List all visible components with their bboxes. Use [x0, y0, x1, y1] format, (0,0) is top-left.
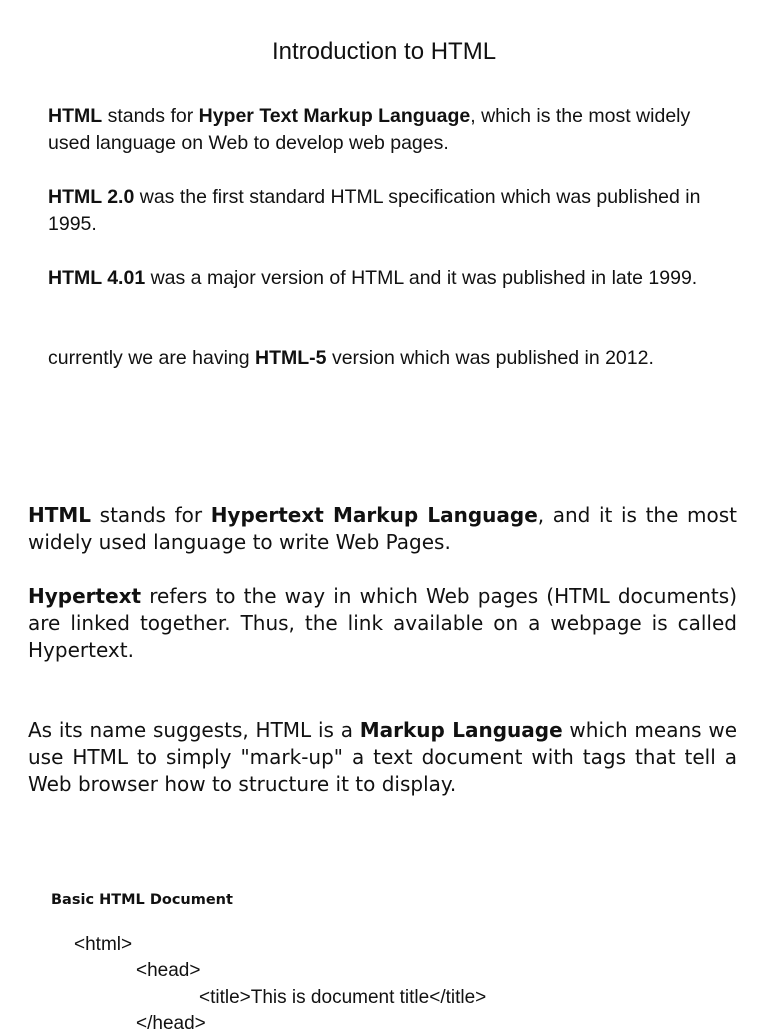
- paragraph-text: , which is the most widely used language on Web to develop web pages.: [48, 105, 691, 154]
- intro-paragraph-html5: [48, 345, 723, 372]
- code-line: </head>: [136, 1013, 206, 1034]
- bold-term: HTML: [28, 503, 92, 527]
- paragraph-text: was the first standard HTML specification which was published in 1995.: [48, 186, 701, 235]
- bold-term: Hypertext Markup Language: [210, 503, 538, 527]
- paragraph-text: stands for: [102, 105, 199, 127]
- intro-paragraph-html401: [48, 265, 723, 292]
- section-paragraph-html-definition: [28, 502, 737, 556]
- code-line: <title>This is document title</title>: [199, 987, 487, 1008]
- bold-term: HTML: [48, 105, 103, 127]
- section-paragraph-markup: [28, 717, 737, 798]
- paragraph-text: version which was published in 2012.: [326, 347, 654, 369]
- paragraph-text: was a major version of HTML and it was published in late 1999.: [145, 267, 698, 289]
- code-line: <head>: [136, 960, 201, 981]
- code-section-title: Basic HTML Document: [51, 892, 233, 908]
- paragraph-text: refers to the way in which Web pages (HTML documents) are linked together. Thus, the link available on a webpage is called Hypertext.: [28, 584, 737, 662]
- bold-term: Markup Language: [359, 718, 563, 742]
- section-paragraph-hypertext: [28, 583, 737, 664]
- paragraph-text: currently we are having: [48, 347, 256, 369]
- bold-term: Hyper Text Markup Language: [198, 105, 471, 127]
- bold-term: Hypertext: [28, 584, 142, 608]
- bold-term: HTML 2.0: [48, 186, 135, 208]
- intro-paragraph-html-definition: [48, 103, 723, 157]
- intro-paragraph-html2: [48, 184, 723, 238]
- paragraph-text: As its name suggests, HTML is a: [28, 718, 360, 742]
- paragraph-text: which means we use HTML to simply "mark-up" a text document with tags that tell a Web browser how to structure it to display.: [28, 718, 738, 796]
- paragraph-text: , and it is the most widely used language to write Web Pages.: [28, 503, 737, 554]
- bold-term: HTML-5: [255, 347, 327, 369]
- code-line: <html>: [74, 934, 133, 955]
- paragraph-text: stands for: [91, 503, 211, 527]
- page-title: Introduction to HTML: [271, 38, 497, 65]
- bold-term: HTML 4.01: [48, 267, 146, 289]
